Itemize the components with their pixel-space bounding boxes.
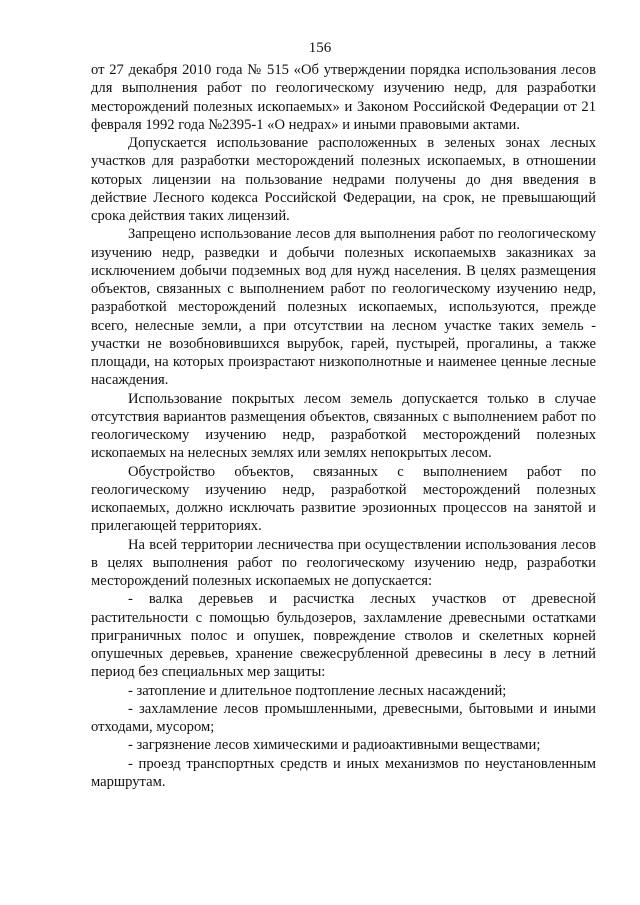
list-item-flooding: - затопление и длительное подтопление лесных насаждений;	[128, 682, 507, 699]
paragraph-green-zones: Допускается использование расположенных в зеленых зонах лесных участков для разработки месторождений полезных ископаемых, в отношении которых лицензии на пользование недрами получены до дня введения в действие Лесного кодекса Российской Федерации, на срок, не превышающий срока действия таких лицензий.	[91, 135, 596, 224]
list-item-felling: - валка деревьев и расчистка лесных участков от древесной растительности с помощью бульдозеров, захламление древесными остатками приграничных полос и опушек, повреждение стволов и скелетных корней опушечных деревьев, хранение свежесрубленной древесины в лесу в летний период без специальных мер защиты:	[91, 591, 596, 681]
paragraph-site-arrangement: Обустройство объектов, связанных с выполнением работ по геологическому изучению недр, разработкой месторождений полезных ископаемых, должно исключать развитие эрозионных процессов на занятой и прилегающей территориях.	[91, 463, 596, 535]
list-item-littering: - захламление лесов промышленными, древесными, бытовыми и иными отходами, мусором;	[91, 700, 596, 735]
list-item-vehicle-passage: - проезд транспортных средств и иных механизмов по неустановленным маршрутам.	[91, 755, 596, 790]
document-body	[91, 61, 596, 791]
paragraph-not-allowed-intro: На всей территории лесничества при осуществлении использования лесов в целях выполнения работ по геологическому изучению недр, разработки месторождений полезных ископаемых не допускается:	[91, 536, 596, 589]
page-number: 156	[308, 40, 332, 56]
list-item-pollution: - загрязнение лесов химическими и радиоактивными веществами;	[128, 737, 541, 754]
paragraph-continuation: от 27 декабря 2010 года № 515 «Об утверждении порядка использования лесов для выполнения работ по геологическому изучению недр, для разработки месторождений полезных ископаемых» и Законом Российской Федерации от 21 февраля 1992 года №2395-1 «О недрах» и иными правовыми актами.	[91, 62, 596, 133]
paragraph-prohibition: Запрещено использование лесов для выполнения работ по геологическому изучению недр, разведки и добычи полезных ископаемыхв заказниках за исключением добычи подземных вод для нужд населения. В целях размещения объектов, связанных с выполнением работ по геологическому изучению недр, разработкой месторождений полезных ископаемых, используются, прежде всего, нелесные земли, а при отсутствии на лесном участке таких земель - участки не возобновившихся вырубок, гарей, пустырей, прогалины, а также площади, на которых произрастают низкополнотные и наименее ценные лесные насаждения.	[91, 226, 596, 389]
paragraph-forest-land-use: Использование покрытых лесом земель допускается только в случае отсутствия вариантов размещения объектов, связанных с выполнением работ по геологическому изучению недр, разработкой месторождений полезных ископаемых на нелесных землях или землях непокрытых лесом.	[91, 390, 596, 462]
